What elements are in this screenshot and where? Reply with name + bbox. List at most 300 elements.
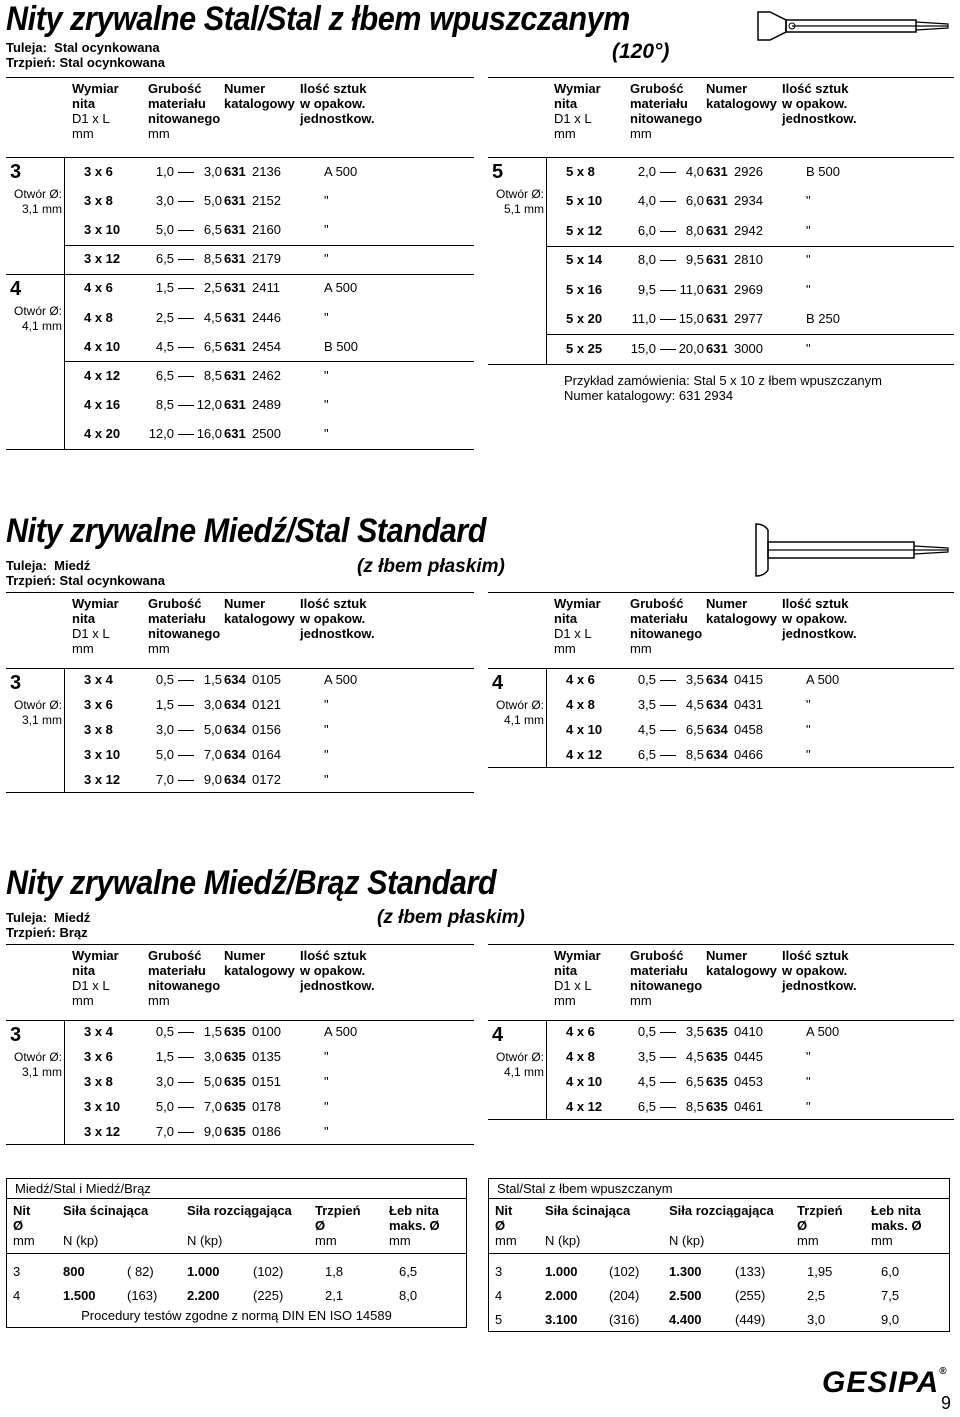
catalog-number: 0186 <box>252 1123 281 1139</box>
catalog-number: 2942 <box>734 222 763 238</box>
section2-materials: Tuleja: Miedź Trzpień: Stal ocynkowana <box>6 558 165 588</box>
range-dash <box>660 680 676 681</box>
thickness-min: 9,5 <box>637 281 656 297</box>
header-qty-line: Ilość sztuk <box>782 81 849 96</box>
strength-header-tensile <box>187 1203 292 1248</box>
catalog-prefix: 635 <box>706 1074 728 1089</box>
pack-quantity: " <box>324 251 329 267</box>
group-number: 4 <box>10 277 22 300</box>
header-size-line: D1 x L <box>72 626 110 641</box>
header-catalog <box>706 948 777 978</box>
rivet-size: 5 x 12 <box>566 222 603 238</box>
thickness-max: 4,5 <box>685 697 704 713</box>
thickness-max: 15,0 <box>678 311 704 327</box>
rivet-size: 3 x 4 <box>84 672 113 688</box>
range-dash <box>660 172 676 173</box>
catalog-number: 0151 <box>252 1074 281 1089</box>
rivet-size: 5 x 8 <box>566 163 595 179</box>
catalog-number: 0466 <box>734 746 763 762</box>
section1-title: Nity zrywalne Stal/Stal z łbem wpuszczanym <box>6 0 630 38</box>
catalog-number: 2446 <box>252 309 281 325</box>
header-catalog <box>224 948 295 978</box>
header-qty-line: jednostkow. <box>300 626 375 641</box>
divider <box>546 668 547 767</box>
section3-subtitle: (z łbem płaskim) <box>377 907 525 928</box>
section2-title: Nity zrywalne Miedź/Stal Standard <box>6 512 486 550</box>
header-qty <box>300 81 375 126</box>
header-catalog <box>224 81 295 111</box>
strength-header-line: Siła ścinająca <box>545 1203 631 1218</box>
pack-quantity: " <box>806 746 811 762</box>
hole-value: 4,1 mm <box>503 713 544 727</box>
catalog-prefix: 631 <box>224 426 246 442</box>
header-catalog <box>706 596 777 626</box>
header-size <box>554 948 601 1008</box>
header-size-line: nita <box>554 96 578 111</box>
pack-quantity: " <box>324 426 329 442</box>
header-catalog-line: katalogowy <box>224 96 295 111</box>
header-qty-line: jednostkow. <box>300 111 375 126</box>
range-dash <box>178 434 194 435</box>
rivet-size: 4 x 12 <box>84 368 121 383</box>
strength-shear-kp: (204) <box>609 1288 640 1303</box>
catalog-prefix: 634 <box>706 672 728 688</box>
section2-subtitle: (z łbem płaskim) <box>357 556 505 577</box>
hole-label: Otwór Ø: <box>13 1050 62 1064</box>
thickness-max: 7,0 <box>203 746 222 762</box>
thickness-max: 8,5 <box>203 251 222 267</box>
hole-value: 3,1 mm <box>21 1065 62 1079</box>
thickness-max: 5,0 <box>203 722 222 737</box>
header-thickness-line: materiału <box>630 96 688 111</box>
rivet-size: 3 x 4 <box>84 1024 113 1040</box>
thickness-max: 9,5 <box>685 252 704 268</box>
rivet-size: 5 x 25 <box>566 340 603 356</box>
strength-header-line: Ø <box>495 1218 506 1233</box>
table-row <box>488 1048 954 1066</box>
thickness-min: 6,5 <box>637 1098 656 1114</box>
catalog-prefix: 634 <box>706 697 728 713</box>
header-qty-line: w opakow. <box>300 963 366 978</box>
strength-shear: 1.000 <box>545 1264 578 1279</box>
catalog-number: 0156 <box>252 722 281 737</box>
thickness-min: 4,5 <box>637 1074 656 1089</box>
thickness-min: 4,5 <box>155 338 174 354</box>
strength-tensile: 2.200 <box>187 1288 220 1303</box>
catalog-prefix: 631 <box>706 311 728 327</box>
table-row <box>6 1123 474 1141</box>
strength-header-line: mm <box>389 1233 411 1248</box>
header-qty <box>782 81 857 126</box>
thickness-min: 1,0 <box>155 163 174 179</box>
header-catalog-line: katalogowy <box>706 96 777 111</box>
catalog-prefix: 631 <box>224 222 246 237</box>
thickness-max: 2,5 <box>203 280 222 296</box>
strength-header-line: Nit <box>13 1203 31 1218</box>
header-size-line: mm <box>554 126 576 141</box>
strength-header-nit <box>495 1203 517 1248</box>
header-thickness <box>630 948 702 1008</box>
header-size-line: D1 x L <box>554 626 592 641</box>
catalog-prefix: 634 <box>224 771 246 787</box>
catalog-prefix: 635 <box>224 1098 246 1114</box>
strength-shear: 3.100 <box>545 1312 578 1327</box>
catalog-prefix: 631 <box>224 251 246 267</box>
header-catalog-line: Numer <box>224 948 266 963</box>
pack-quantity: A 500 <box>324 1024 358 1040</box>
divider <box>64 1020 65 1144</box>
thickness-min: 8,5 <box>155 397 174 413</box>
section1-angle: (120°) <box>612 40 670 63</box>
thickness-min: 1,5 <box>155 697 174 713</box>
catalog-number: 2179 <box>252 251 281 267</box>
strength-header-shear <box>63 1203 148 1248</box>
catalog-number: 0178 <box>252 1098 281 1114</box>
catalog-prefix: 631 <box>706 252 728 268</box>
strength-table-title: Stal/Stal z łbem wpuszczanym <box>489 1179 949 1199</box>
header-catalog-line: katalogowy <box>706 963 777 978</box>
table-row <box>6 696 474 714</box>
strength-header-line: N (kp) <box>669 1233 705 1248</box>
table-row <box>6 221 474 239</box>
thickness-min: 5,0 <box>155 746 174 762</box>
thickness-min: 1,5 <box>155 1049 174 1065</box>
header-thickness-line: materiału <box>148 96 206 111</box>
range-dash <box>178 1082 194 1083</box>
catalog-number: 0445 <box>734 1049 763 1065</box>
strength-nit: 3 <box>495 1264 503 1279</box>
header-qty-line: w opakow. <box>782 611 848 626</box>
divider <box>546 334 954 335</box>
catalog-prefix: 635 <box>224 1074 246 1089</box>
table-row <box>6 338 474 356</box>
strength-header-line <box>63 1218 148 1233</box>
hole-value: 4,1 mm <box>503 1065 544 1079</box>
divider <box>6 1144 474 1145</box>
header-thickness-line: mm <box>630 126 652 141</box>
catalog-number: 2934 <box>734 193 763 209</box>
thickness-min: 3,0 <box>155 722 174 737</box>
header-qty <box>300 948 375 993</box>
catalog-prefix: 631 <box>224 280 246 296</box>
header-size-line: nita <box>554 963 578 978</box>
header-size <box>72 948 119 1008</box>
strength-header-line <box>669 1218 774 1233</box>
catalog-prefix: 631 <box>224 368 246 383</box>
catalog-prefix: 635 <box>706 1024 728 1040</box>
range-dash <box>660 705 676 706</box>
thickness-max: 3,0 <box>203 1049 222 1065</box>
divider <box>64 361 474 362</box>
divider <box>489 1253 949 1254</box>
catalog-number: 0105 <box>252 672 281 688</box>
range-dash <box>660 349 676 350</box>
catalog-number: 2489 <box>252 397 281 413</box>
header-catalog <box>224 596 295 626</box>
rivet-size: 4 x 6 <box>84 280 113 296</box>
catalog-prefix: 635 <box>706 1049 728 1065</box>
thickness-max: 8,5 <box>685 746 704 762</box>
strength-nit: 5 <box>495 1312 503 1327</box>
range-dash <box>660 730 676 731</box>
catalog-number: 2969 <box>734 281 763 297</box>
rivet-size: 5 x 10 <box>566 193 603 209</box>
range-dash <box>178 259 194 260</box>
strength-head: 9,0 <box>881 1312 900 1327</box>
catalog-number: 2160 <box>252 222 281 237</box>
strength-mandrel: 1,95 <box>807 1264 833 1279</box>
strength-header-line: Trzpień <box>797 1203 843 1218</box>
thickness-max: 6,5 <box>685 1074 704 1089</box>
thickness-min: 6,0 <box>637 222 656 238</box>
pack-quantity: B 500 <box>324 338 358 354</box>
rivet-size: 4 x 20 <box>84 426 121 442</box>
pack-quantity: " <box>324 771 329 787</box>
range-dash <box>178 1032 194 1033</box>
strength-header-nit <box>13 1203 35 1248</box>
table-row <box>6 250 474 268</box>
rivet-size: 3 x 10 <box>84 1098 121 1114</box>
catalog-number: 2136 <box>252 163 281 179</box>
divider <box>546 246 954 247</box>
thickness-max: 4,0 <box>685 163 704 179</box>
header-thickness-line: nitowanego <box>148 626 221 641</box>
strength-mandrel: 2,5 <box>807 1288 826 1303</box>
group-number: 5 <box>492 161 504 183</box>
table-row <box>488 251 954 269</box>
thickness-min: 4,5 <box>637 722 656 737</box>
header-thickness-line: nitowanego <box>630 626 703 641</box>
header-qty <box>782 596 857 641</box>
range-dash <box>178 347 194 348</box>
thickness-min: 8,0 <box>637 252 656 268</box>
strength-header-line: Łeb nita <box>871 1203 921 1218</box>
strength-header-line <box>187 1218 292 1233</box>
strength-nit: 3 <box>13 1264 21 1279</box>
header-qty-line: jednostkow. <box>782 111 857 126</box>
header-qty-line: jednostkow. <box>782 978 857 993</box>
header-size-line: Wymiar <box>72 81 119 96</box>
thickness-max: 4,5 <box>203 309 222 325</box>
thickness-min: 11,0 <box>631 311 656 327</box>
thickness-min: 5,0 <box>155 1098 174 1114</box>
rivet-size: 4 x 6 <box>566 672 595 688</box>
header-catalog-line: katalogowy <box>224 611 295 626</box>
strength-header-line <box>545 1218 630 1233</box>
range-dash <box>178 230 194 231</box>
header-size-line: mm <box>72 126 94 141</box>
table-row <box>488 721 954 739</box>
hole-value: 3,1 mm <box>21 713 62 727</box>
header-thickness-line: nitowanego <box>630 111 703 126</box>
range-dash <box>178 780 194 781</box>
table-row <box>488 340 954 358</box>
strength-shear: 2.000 <box>545 1288 578 1303</box>
range-dash <box>178 730 194 731</box>
header-thickness-line: nitowanego <box>148 978 221 993</box>
thickness-min: 2,5 <box>155 309 174 325</box>
order-example-line2: Numer katalogowy: 631 2934 <box>564 388 734 403</box>
thickness-max: 6,5 <box>203 338 222 354</box>
thickness-min: 5,0 <box>155 222 174 237</box>
countersunk-rivet-icon <box>752 6 952 46</box>
strength-tensile-kp: (102) <box>253 1264 284 1279</box>
group-number: 3 <box>10 1024 22 1046</box>
rivet-size: 5 x 20 <box>566 311 603 327</box>
strength-shear-kp: (102) <box>609 1264 640 1279</box>
strength-nit: 4 <box>13 1288 21 1303</box>
group-number: 4 <box>492 1024 504 1046</box>
thickness-max: 6,5 <box>685 722 704 737</box>
range-dash <box>660 1107 676 1108</box>
divider <box>488 1119 954 1120</box>
thickness-min: 1,5 <box>155 280 174 296</box>
header-thickness-line: Grubość <box>148 948 202 963</box>
rivet-size: 4 x 12 <box>566 746 603 762</box>
range-dash <box>178 1132 194 1133</box>
table-row <box>6 1098 474 1116</box>
pack-quantity: A 500 <box>806 672 840 688</box>
thickness-max: 3,0 <box>203 163 222 179</box>
divider <box>546 157 547 364</box>
strength-tensile-kp: (449) <box>735 1312 766 1327</box>
range-dash <box>178 318 194 319</box>
table-row <box>488 281 954 299</box>
catalog-number: 0461 <box>734 1098 763 1114</box>
range-dash <box>660 231 676 232</box>
pack-quantity: " <box>324 1098 329 1114</box>
hole-label: Otwór Ø: <box>13 187 62 201</box>
strength-header-line: Siła ścinająca <box>63 1203 149 1218</box>
thickness-min: 7,0 <box>155 771 174 787</box>
strength-head: 6,5 <box>399 1264 418 1279</box>
table-row <box>6 746 474 764</box>
strength-row <box>7 1263 466 1281</box>
pack-quantity: " <box>806 222 811 238</box>
catalog-prefix: 634 <box>706 746 728 762</box>
catalog-number: 2810 <box>734 252 763 268</box>
thickness-min: 0,5 <box>637 1024 656 1040</box>
catalog-number: 0410 <box>734 1024 763 1040</box>
range-dash <box>660 260 676 261</box>
thickness-max: 9,0 <box>203 1123 222 1139</box>
strength-header-line: Ø <box>315 1218 326 1233</box>
strength-tensile-kp: (255) <box>735 1288 766 1303</box>
flat-head-rivet-icon <box>752 520 952 580</box>
catalog-number: 0415 <box>734 672 763 688</box>
divider <box>6 592 474 593</box>
range-dash <box>178 755 194 756</box>
divider <box>6 77 474 78</box>
pack-quantity: " <box>806 193 811 209</box>
range-dash <box>178 172 194 173</box>
header-catalog-line: Numer <box>706 948 748 963</box>
strength-shear: 800 <box>63 1264 85 1279</box>
pack-quantity: A 500 <box>324 672 358 688</box>
strength-shear-kp: (316) <box>609 1312 640 1327</box>
table-s2-left <box>6 592 474 792</box>
catalog-prefix: 635 <box>706 1098 728 1114</box>
header-qty-line: Ilość sztuk <box>300 81 367 96</box>
table-header <box>6 592 474 668</box>
hole-label: Otwór Ø: <box>495 187 544 201</box>
table-s2-right <box>488 592 954 767</box>
catalog-number: 2462 <box>252 368 281 383</box>
rivet-size: 4 x 16 <box>84 397 121 413</box>
header-size-line: mm <box>72 641 94 656</box>
table-row <box>488 671 954 689</box>
header-size-line: mm <box>554 641 576 656</box>
strength-header-mandrel <box>315 1203 361 1248</box>
strength-tensile-kp: (133) <box>735 1264 766 1279</box>
catalog-prefix: 631 <box>224 192 246 208</box>
thickness-min: 6,5 <box>155 368 174 383</box>
pack-quantity: " <box>806 722 811 737</box>
pack-quantity: " <box>324 746 329 762</box>
strength-header-line: mm <box>871 1233 893 1248</box>
strength-header-tensile <box>669 1203 774 1248</box>
strength-tensile: 1.000 <box>187 1264 220 1279</box>
header-size-line: D1 x L <box>554 978 592 993</box>
header-thickness-line: nitowanego <box>630 978 703 993</box>
header-catalog-line: Numer <box>706 81 748 96</box>
catalog-prefix: 631 <box>224 309 246 325</box>
thickness-max: 3,5 <box>685 672 704 688</box>
section3-materials: Tuleja: Miedź Trzpień: Brąz <box>6 910 91 940</box>
thickness-min: 0,5 <box>155 672 174 688</box>
strength-header-head <box>389 1203 440 1248</box>
header-qty-line: w opakow. <box>782 963 848 978</box>
rivet-size: 3 x 10 <box>84 222 121 237</box>
divider <box>488 157 954 158</box>
table-header <box>488 77 954 157</box>
header-qty-line: Ilość sztuk <box>300 948 367 963</box>
header-catalog-line: Numer <box>706 596 748 611</box>
table-row <box>6 1048 474 1066</box>
pack-quantity: " <box>806 252 811 268</box>
table-row <box>6 1073 474 1091</box>
strength-table-copper <box>6 1178 467 1328</box>
table-row <box>6 192 474 210</box>
range-dash <box>178 376 194 377</box>
table-row <box>488 1023 954 1041</box>
divider <box>6 944 474 945</box>
table-s1-right <box>488 77 954 364</box>
strength-row <box>7 1287 466 1305</box>
strength-table-title: Miedź/Stal i Miedź/Brąz <box>7 1179 466 1199</box>
divider <box>6 1020 474 1021</box>
catalog-number: 0100 <box>252 1024 281 1040</box>
pack-quantity: A 500 <box>806 1024 840 1040</box>
divider <box>488 364 954 365</box>
hole-value: 5,1 mm <box>503 202 544 216</box>
catalog-number: 2454 <box>252 338 281 354</box>
strength-header-line: N (kp) <box>545 1233 581 1248</box>
catalog-number: 2500 <box>252 426 281 442</box>
thickness-max: 1,5 <box>203 1024 222 1040</box>
divider <box>488 77 954 78</box>
catalog-prefix: 635 <box>224 1049 246 1065</box>
strength-tensile: 1.300 <box>669 1264 702 1279</box>
rivet-size: 3 x 8 <box>84 722 113 737</box>
catalog-number: 3000 <box>734 340 763 356</box>
table-s3-left <box>6 944 474 1144</box>
thickness-min: 0,5 <box>155 1024 174 1040</box>
header-size-line: nita <box>554 611 578 626</box>
catalog-number: 2977 <box>734 311 763 327</box>
strength-header-line: Siła rozciągająca <box>187 1203 292 1218</box>
header-thickness-line: materiału <box>630 963 688 978</box>
